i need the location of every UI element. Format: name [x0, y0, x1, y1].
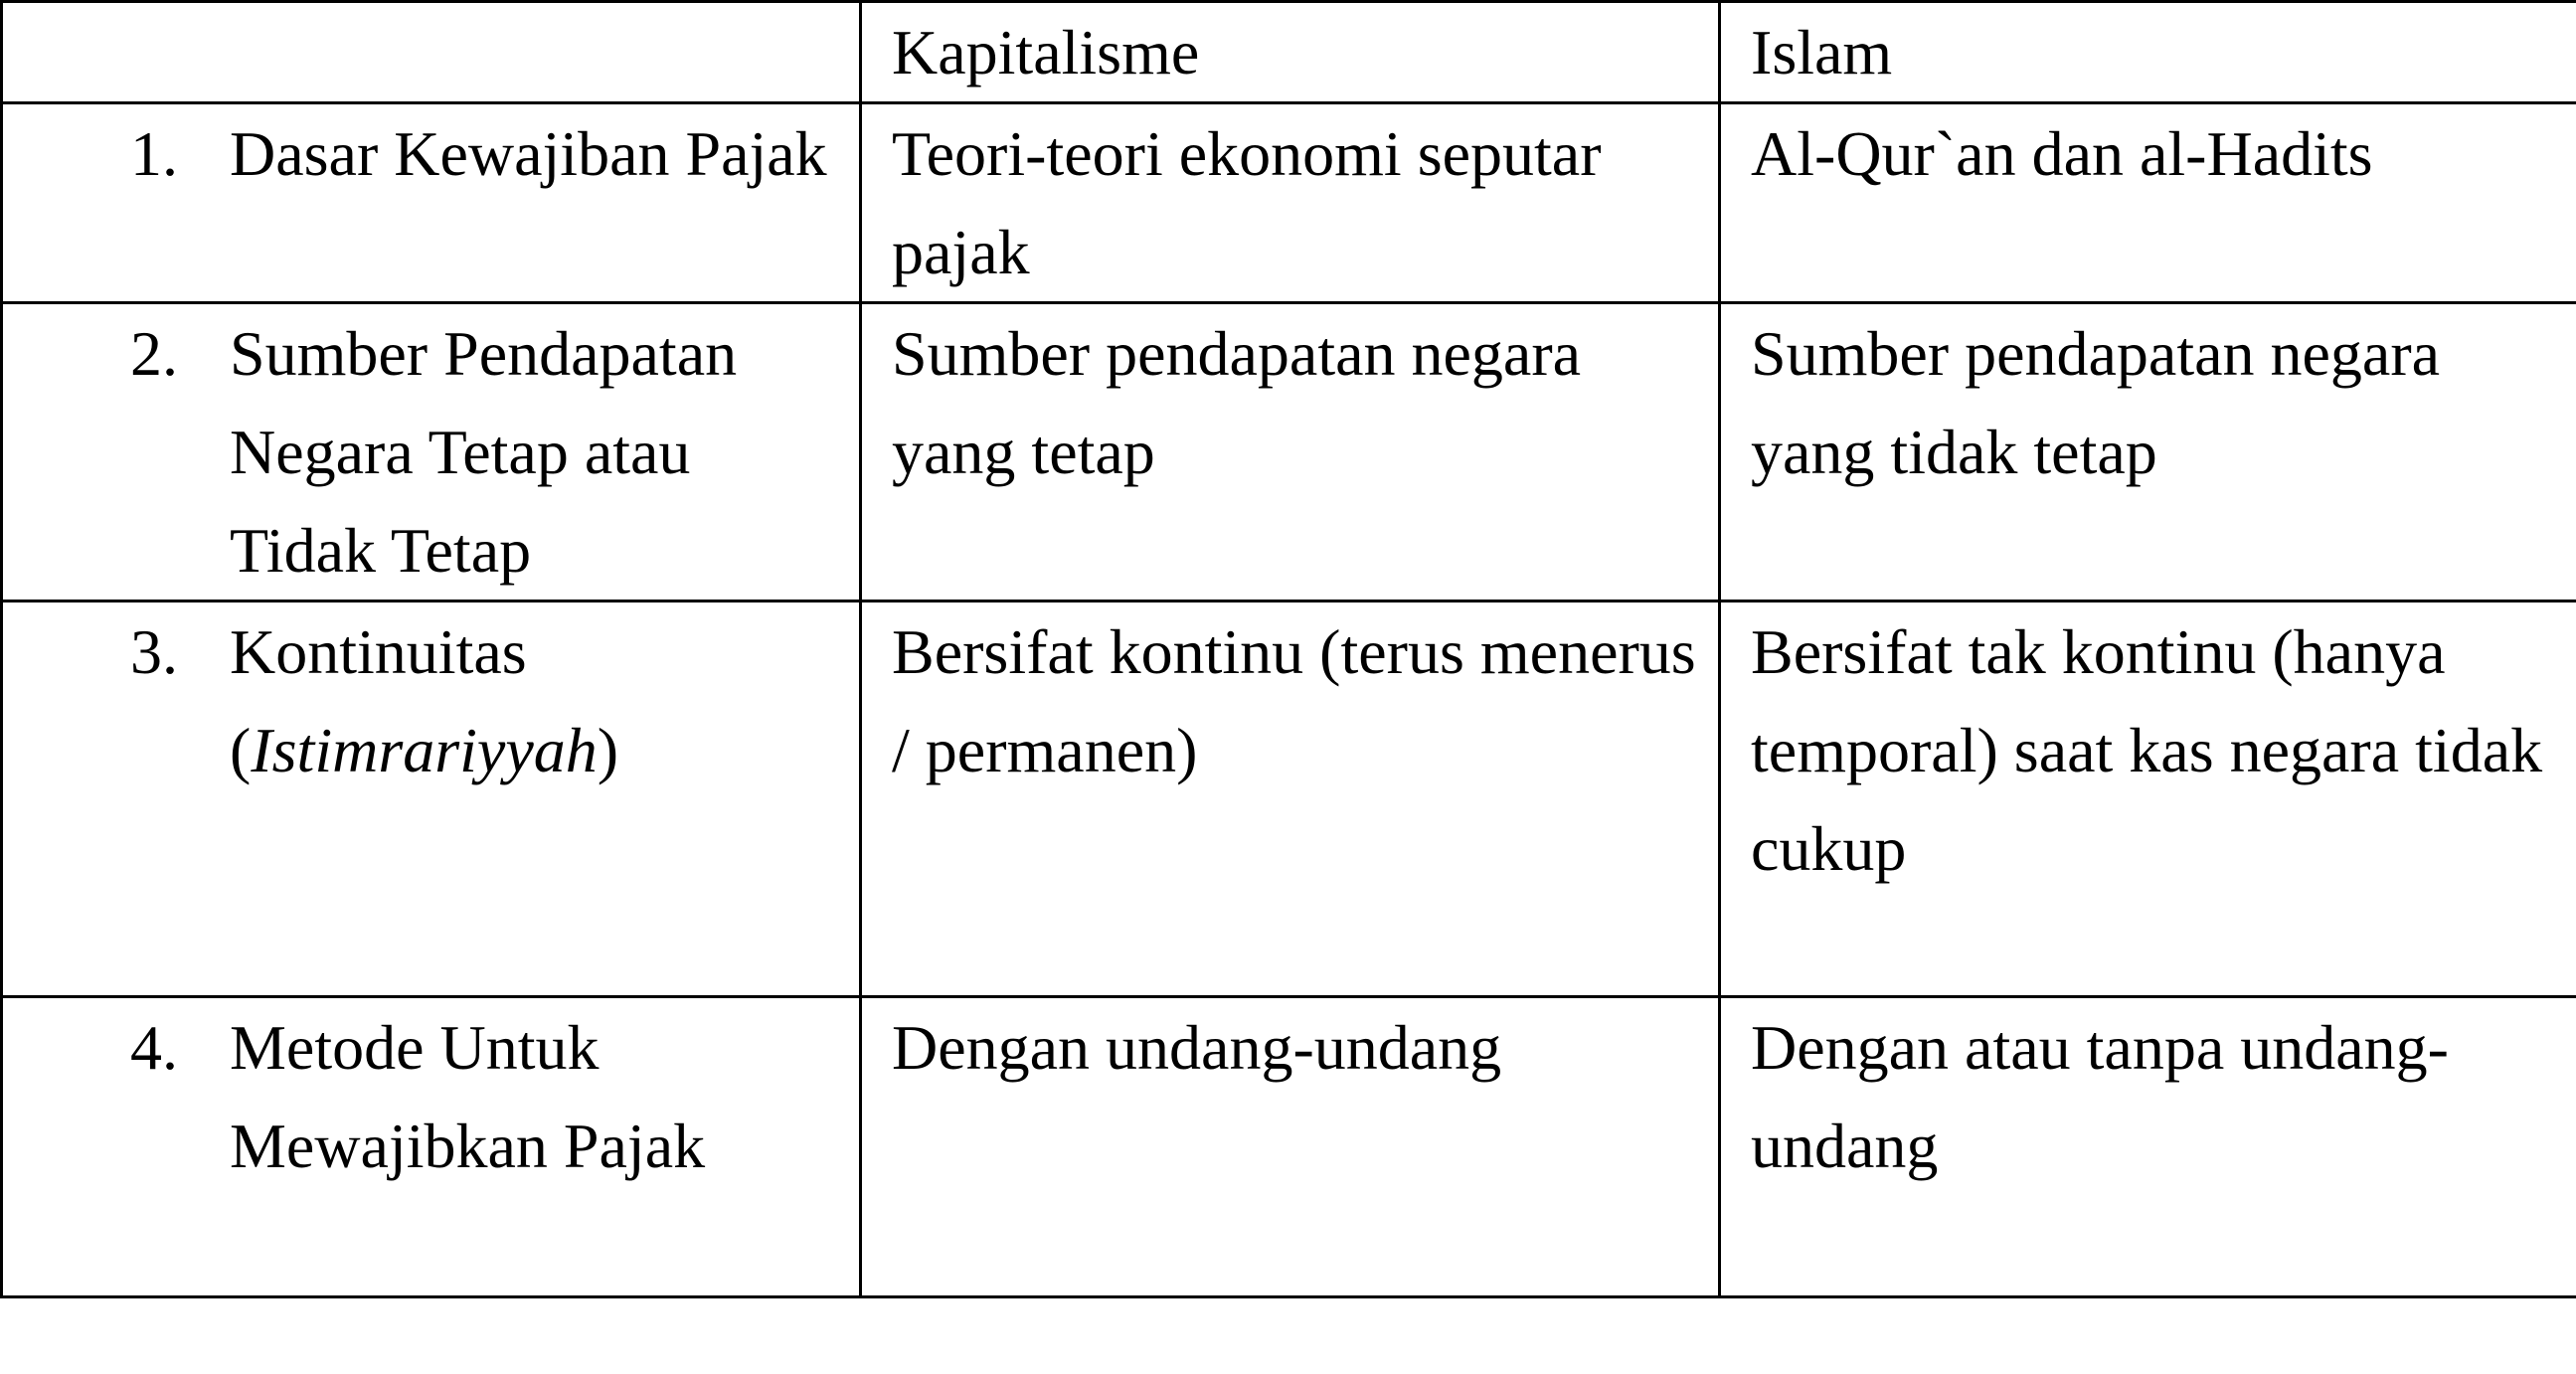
row-label-cell	[2, 601, 861, 997]
islam-cell	[1720, 997, 2576, 1297]
kapitalisme-cell	[861, 997, 1720, 1297]
table-row	[2, 601, 2576, 997]
row-label-cell	[2, 997, 861, 1297]
table-row	[2, 103, 2576, 303]
row-label-cell	[2, 303, 861, 601]
row-label-cell	[2, 103, 861, 303]
kapitalisme-cell	[861, 601, 1720, 997]
islam-value: Al-Qur`an dan al-Hadits	[1751, 118, 2373, 189]
row-label: Metode Untuk Mewajibkan Pajak	[230, 1012, 706, 1181]
table-row	[2, 997, 2576, 1297]
kapitalisme-value: Dengan undang-undang	[892, 1012, 1502, 1083]
kapitalisme-cell	[861, 103, 1720, 303]
kapitalisme-value: Bersifat kontinu (terus menerus / permanen)	[892, 616, 1696, 785]
header-cell-kapitalisme	[861, 2, 1720, 103]
row-number: 2.	[130, 318, 178, 389]
header-cell-islam	[1720, 2, 2576, 103]
row-label	[230, 602, 859, 799]
table-row	[2, 303, 2576, 601]
row-label: Dasar Kewajiban Pajak	[230, 118, 827, 189]
header-islam: Islam	[1751, 17, 1893, 87]
header-row	[2, 2, 2576, 103]
islam-value: Dengan atau tanpa undang-undang	[1751, 1012, 2449, 1181]
header-cell-empty	[2, 2, 861, 103]
islam-cell	[1720, 601, 2576, 997]
row-number: 1.	[130, 118, 178, 189]
row-label-open-paren: (	[230, 715, 252, 785]
islam-cell	[1720, 303, 2576, 601]
kapitalisme-value: Teori-teori ekonomi seputar pajak	[892, 118, 1602, 287]
row-label-italic: Istimrariyyah	[251, 715, 598, 785]
row-label-main: Kontinuitas	[230, 616, 527, 687]
islam-value: Bersifat tak kontinu (hanya temporal) saat kas negara tidak cukup	[1751, 616, 2543, 884]
kapitalisme-value: Sumber pendapatan negara yang tetap	[892, 318, 1582, 487]
islam-value: Sumber pendapatan negara yang tidak tetap	[1751, 318, 2441, 487]
row-number: 3.	[130, 616, 178, 687]
row-label-close-paren: )	[597, 715, 619, 785]
header-kapitalisme: Kapitalisme	[892, 17, 1200, 87]
row-label: Sumber Pendapatan Negara Tetap atau Tidak Tetap	[230, 318, 738, 586]
kapitalisme-cell	[861, 303, 1720, 601]
islam-cell	[1720, 103, 2576, 303]
row-number: 4.	[130, 1012, 178, 1083]
